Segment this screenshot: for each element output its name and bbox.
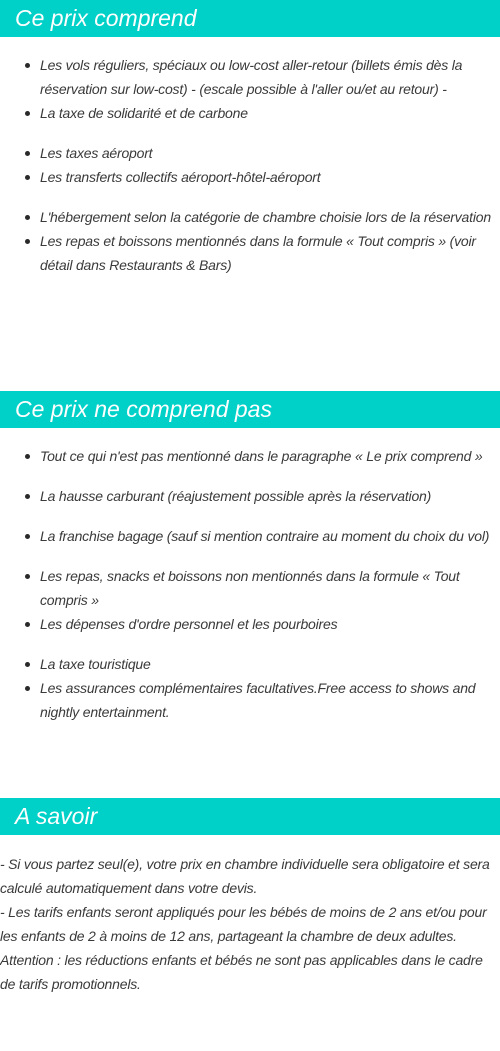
not-included-list bbox=[0, 444, 500, 724]
list-item: La hausse carburant (réajustement possible après la réservation) bbox=[0, 484, 500, 508]
bullet-icon bbox=[25, 574, 30, 579]
bullet-icon bbox=[25, 454, 30, 459]
bullet-icon bbox=[25, 175, 30, 180]
list-item: Les vols réguliers, spéciaux ou low-cost aller-retour (billets émis dès la réservation sur low-cost) - (escale possible à l'aller ou/et au retour) - bbox=[0, 53, 500, 101]
list-item: La franchise bagage (sauf si mention contraire au moment du choix du vol) bbox=[0, 524, 500, 548]
list-item: Les repas, snacks et boissons non mentionnés dans la formule « Tout compris » bbox=[0, 564, 500, 612]
included-list bbox=[0, 53, 500, 277]
bullet-icon bbox=[25, 63, 30, 68]
bullet-icon bbox=[25, 494, 30, 499]
section-title-included: Ce prix comprend bbox=[0, 0, 500, 37]
list-item: La taxe touristique bbox=[0, 652, 500, 676]
bullet-icon bbox=[25, 239, 30, 244]
section-title-not-included: Ce prix ne comprend pas bbox=[0, 391, 500, 428]
bullet-icon bbox=[25, 622, 30, 627]
info-paragraph: Attention : les réductions enfants et bébés ne sont pas applicables dans le cadre de tarifs promotionnels. bbox=[0, 952, 483, 992]
list-item: Les taxes aéroport bbox=[0, 141, 500, 165]
list-item: Tout ce qui n'est pas mentionné dans le paragraphe « Le prix comprend » bbox=[0, 444, 500, 468]
list-item: Les assurances complémentaires facultatives.Free access to shows and nightly entertainment. bbox=[0, 676, 500, 724]
bullet-icon bbox=[25, 215, 30, 220]
list-item: Les repas et boissons mentionnés dans la formule « Tout compris » (voir détail dans Restaurants & Bars) bbox=[0, 229, 500, 277]
bullet-icon bbox=[25, 111, 30, 116]
bullet-icon bbox=[25, 534, 30, 539]
list-item: Les dépenses d'ordre personnel et les pourboires bbox=[0, 612, 500, 636]
bullet-icon bbox=[25, 662, 30, 667]
list-item: Les transferts collectifs aéroport-hôtel-aéroport bbox=[0, 165, 500, 189]
section-title-good-to-know: A savoir bbox=[0, 798, 500, 835]
list-item: La taxe de solidarité et de carbone bbox=[0, 101, 500, 125]
good-to-know-text bbox=[0, 852, 500, 996]
list-item: L'hébergement selon la catégorie de chambre choisie lors de la réservation bbox=[0, 205, 500, 229]
bullet-icon bbox=[25, 686, 30, 691]
bullet-icon bbox=[25, 151, 30, 156]
info-paragraph: - Les tarifs enfants seront appliqués pour les bébés de moins de 2 ans et/ou pour les enfants de 2 à moins de 12 ans, partageant la chambre de deux adultes. bbox=[0, 904, 487, 944]
info-paragraph: - Si vous partez seul(e), votre prix en chambre individuelle sera obligatoire et sera calculé automatiquement dans votre devis. bbox=[0, 856, 490, 896]
